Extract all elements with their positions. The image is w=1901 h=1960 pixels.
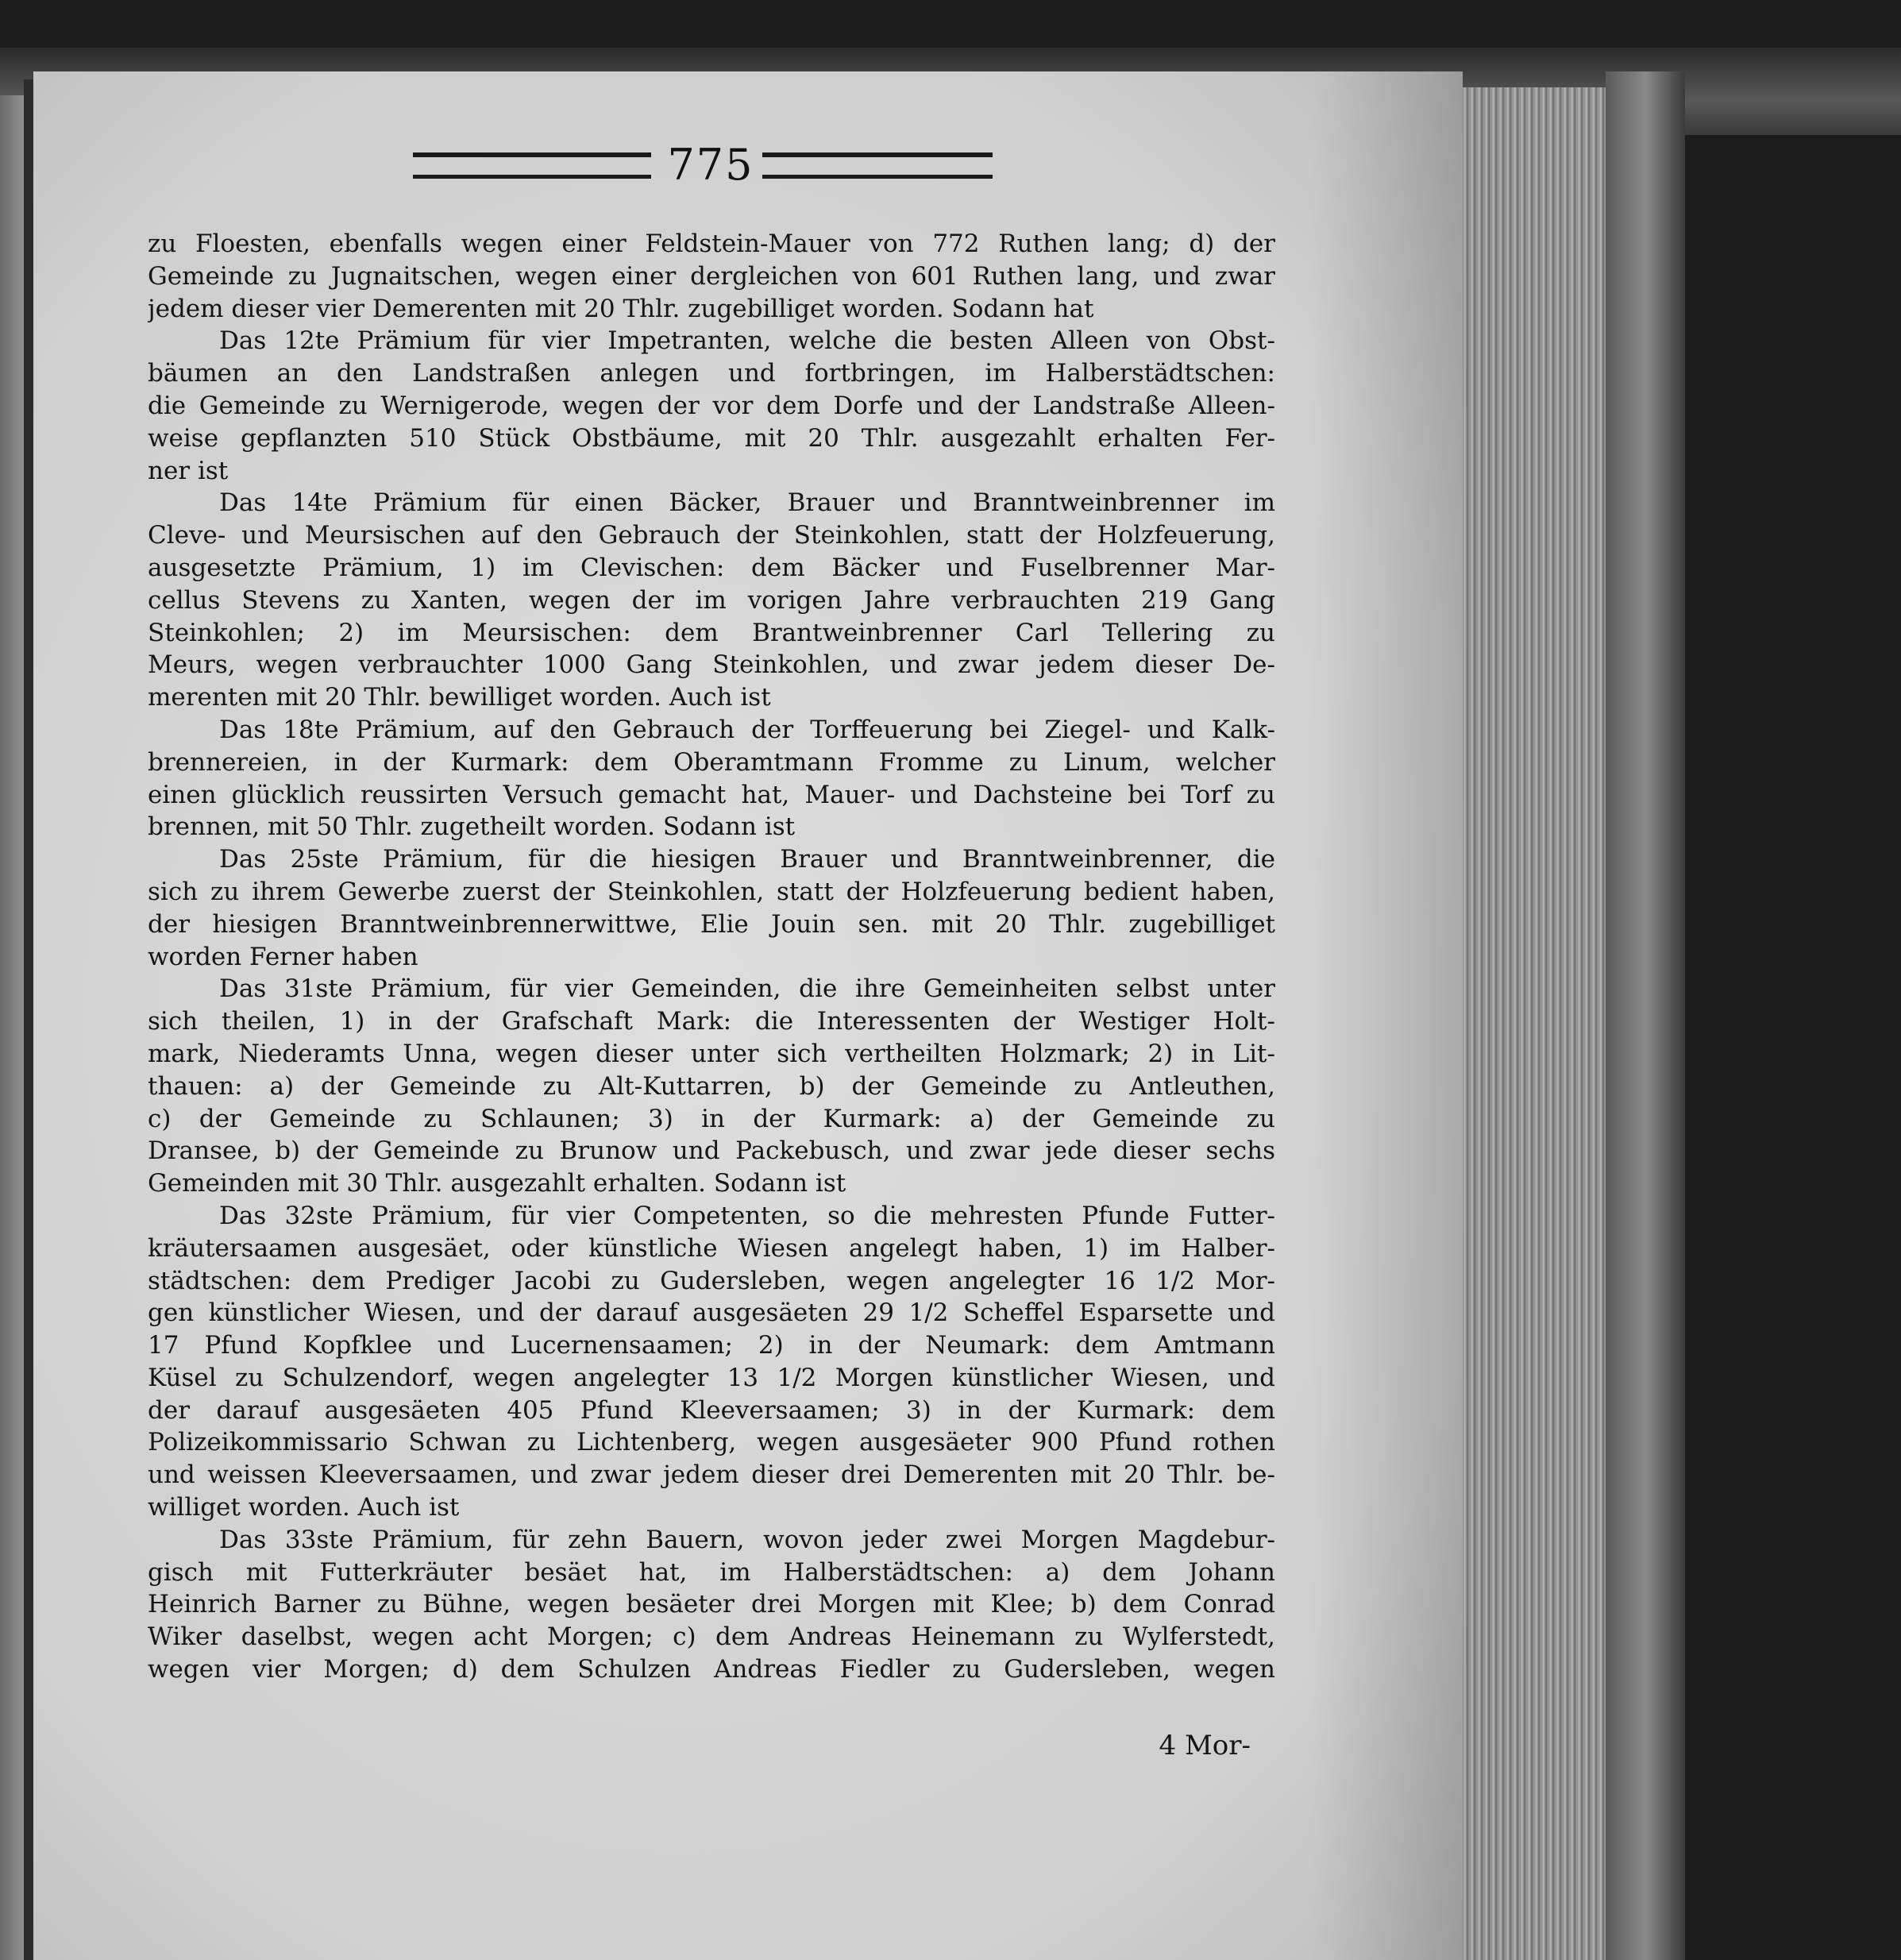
text-line: thauen: a) der Gemeinde zu Alt-Kuttarren, b) der Gemeinde zu Antleuthen, (148, 1071, 1275, 1101)
text-line: der hiesigen Branntweinbrennerwittwe, Elie Jouin sen. mit 20 Thlr. zugebilliget (148, 909, 1275, 939)
text-line: 17 Pfund Kopfklee und Lucernensaamen; 2) in der Neumark: dem Amtmann (148, 1331, 1275, 1360)
text-line: Polizeikommissario Schwan zu Lichtenberg, wegen ausgesäeter 900 Pfund rothen (148, 1428, 1275, 1457)
text-line: Das 32ste Prämium, für vier Competenten, so die mehresten Pfunde Futter- (219, 1201, 1275, 1230)
text-line: Das 31ste Prämium, für vier Gemeinden, die ihre Gemeinheiten selbst unter (219, 974, 1275, 1004)
text-line: Steinkohlen; 2) im Meursischen: dem Brantweinbrenner Carl Tellering zu (148, 618, 1275, 647)
text-line: städtschen: dem Prediger Jacobi zu Gudersleben, wegen angelegter 16 1/2 Mor- (148, 1266, 1275, 1295)
text-line: mark, Niederamts Unna, wegen dieser unter sich vertheilten Holzmark; 2) in Lit- (148, 1039, 1275, 1068)
text-line: ausgesetzte Prämium, 1) im Clevischen: dem Bäcker und Fuselbrenner Mar- (148, 553, 1275, 582)
text-line: Dransee, b) der Gemeinde zu Brunow und Packebusch, und zwar jede dieser sechs (148, 1136, 1275, 1166)
text-line: brennen, mit 50 Thlr. zugetheilt worden. Sodann ist (148, 812, 796, 842)
text-line: Das 25ste Prämium, für die hiesigen Brauer und Branntweinbrenner, die (219, 845, 1275, 874)
text-line: zu Floesten, ebenfalls wegen einer Feldstein-Mauer von 772 Ruthen lang; d) der (148, 230, 1275, 258)
page-edges (1463, 87, 1606, 1960)
text-line: gen künstlicher Wiesen, und der darauf ausgesäeten 29 1/2 Scheffel Esparsette und (148, 1298, 1275, 1328)
text-line: die Gemeinde zu Wernigerode, wegen der vor dem Dorfe und der Landstraße Alleen- (148, 391, 1275, 420)
text-line: Meurs, wegen verbrauchter 1000 Gang Steinkohlen, und zwar jedem dieser De- (148, 650, 1275, 680)
text-line: Das 33ste Prämium, für zehn Bauern, wovon jeder zwei Morgen Magdebur- (219, 1525, 1275, 1554)
text-line: ner ist (148, 456, 229, 485)
text-line: cellus Stevens zu Xanten, wegen der im vorigen Jahre verbrauchten 219 Gang (148, 585, 1275, 615)
text-line: Das 18te Prämium, auf den Gebrauch der Torffeuerung bei Ziegel- und Kalk- (219, 715, 1275, 744)
text-line: sich theilen, 1) in der Grafschaft Mark: die Interessenten der Westiger Holt- (148, 1007, 1275, 1036)
text-line: Das 12te Prämium für vier Impetranten, welche die besten Alleen von Obst- (219, 326, 1275, 356)
text-line: Heinrich Barner zu Bühne, wegen besäeter drei Morgen mit Klee; b) dem Conrad (148, 1590, 1275, 1619)
text-line: kräutersaamen ausgesäet, oder künstliche Wiesen angelegt haben, 1) im Halber- (148, 1233, 1275, 1263)
text-line: c) der Gemeinde zu Schlaunen; 3) in der Kurmark: a) der Gemeinde zu (148, 1104, 1275, 1133)
text-line: einen glücklich reussirten Versuch gemacht hat, Mauer- und Dachsteine bei Torf zu (148, 780, 1275, 809)
text-line: Gemeinde zu Jugnaitschen, wegen einer dergleichen von 601 Ruthen lang, und zwar (148, 261, 1275, 291)
text-line: bäumen an den Landstraßen anlegen und fortbringen, im Halberstädtschen: (148, 359, 1275, 388)
text-line: worden Ferner haben (148, 942, 418, 971)
text-line: Gemeinden mit 30 Thlr. ausgezahlt erhalten. Sodann ist (148, 1169, 846, 1198)
text-line: der darauf ausgesäeten 405 Pfund Kleeversaamen; 3) in der Kurmark: dem (148, 1395, 1275, 1425)
page-header (397, 140, 1001, 191)
text-line: Cleve- und Meursischen auf den Gebrauch der Steinkohlen, statt der Holzfeuerung, (148, 521, 1275, 550)
page-number: 775 (667, 140, 754, 190)
text-line: gisch mit Futterkräuter besäet hat, im Halberstädtschen: a) dem Johann (148, 1557, 1275, 1587)
text-line: Das 14te Prämium für einen Bäcker, Brauer und Branntweinbrenner im (219, 488, 1275, 518)
header-rule-left (413, 152, 651, 179)
text-line: weise gepflanzten 510 Stück Obstbäume, mit 20 Thlr. ausgezahlt erhalten Fer- (148, 423, 1275, 453)
text-line: und weissen Kleeversaamen, und zwar jedem dieser drei Demerenten mit 20 Thlr. be- (148, 1460, 1275, 1490)
catchword: 4 Mor- (1159, 1730, 1251, 1761)
header-rule-right (762, 152, 993, 179)
text-line: merenten mit 20 Thlr. bewilliget worden. Auch ist (148, 683, 771, 712)
text-line: wegen vier Morgen; d) dem Schulzen Andreas Fiedler zu Gudersleben, wegen (148, 1655, 1275, 1684)
body-text (148, 228, 1275, 1686)
text-line: Wiker daselbst, wegen acht Morgen; c) dem Andreas Heinemann zu Wylferstedt, (148, 1622, 1275, 1652)
text-line: Küsel zu Schulzendorf, wegen angelegter 13 1/2 Morgen künstlicher Wiesen, und (148, 1363, 1275, 1392)
book-cover-right (1606, 71, 1685, 1960)
text-line: sich zu ihrem Gewerbe zuerst der Steinkohlen, statt der Holzfeuerung bedient haben, (148, 877, 1275, 906)
text-line: williget worden. Auch ist (148, 1493, 460, 1522)
page-shadow (1310, 71, 1463, 1960)
text-line: jedem dieser vier Demerenten mit 20 Thlr. zugebilliget worden. Sodann hat (148, 294, 1094, 323)
text-line: brennereien, in der Kurmark: dem Oberamtmann Fromme zu Linum, welcher (148, 747, 1275, 777)
